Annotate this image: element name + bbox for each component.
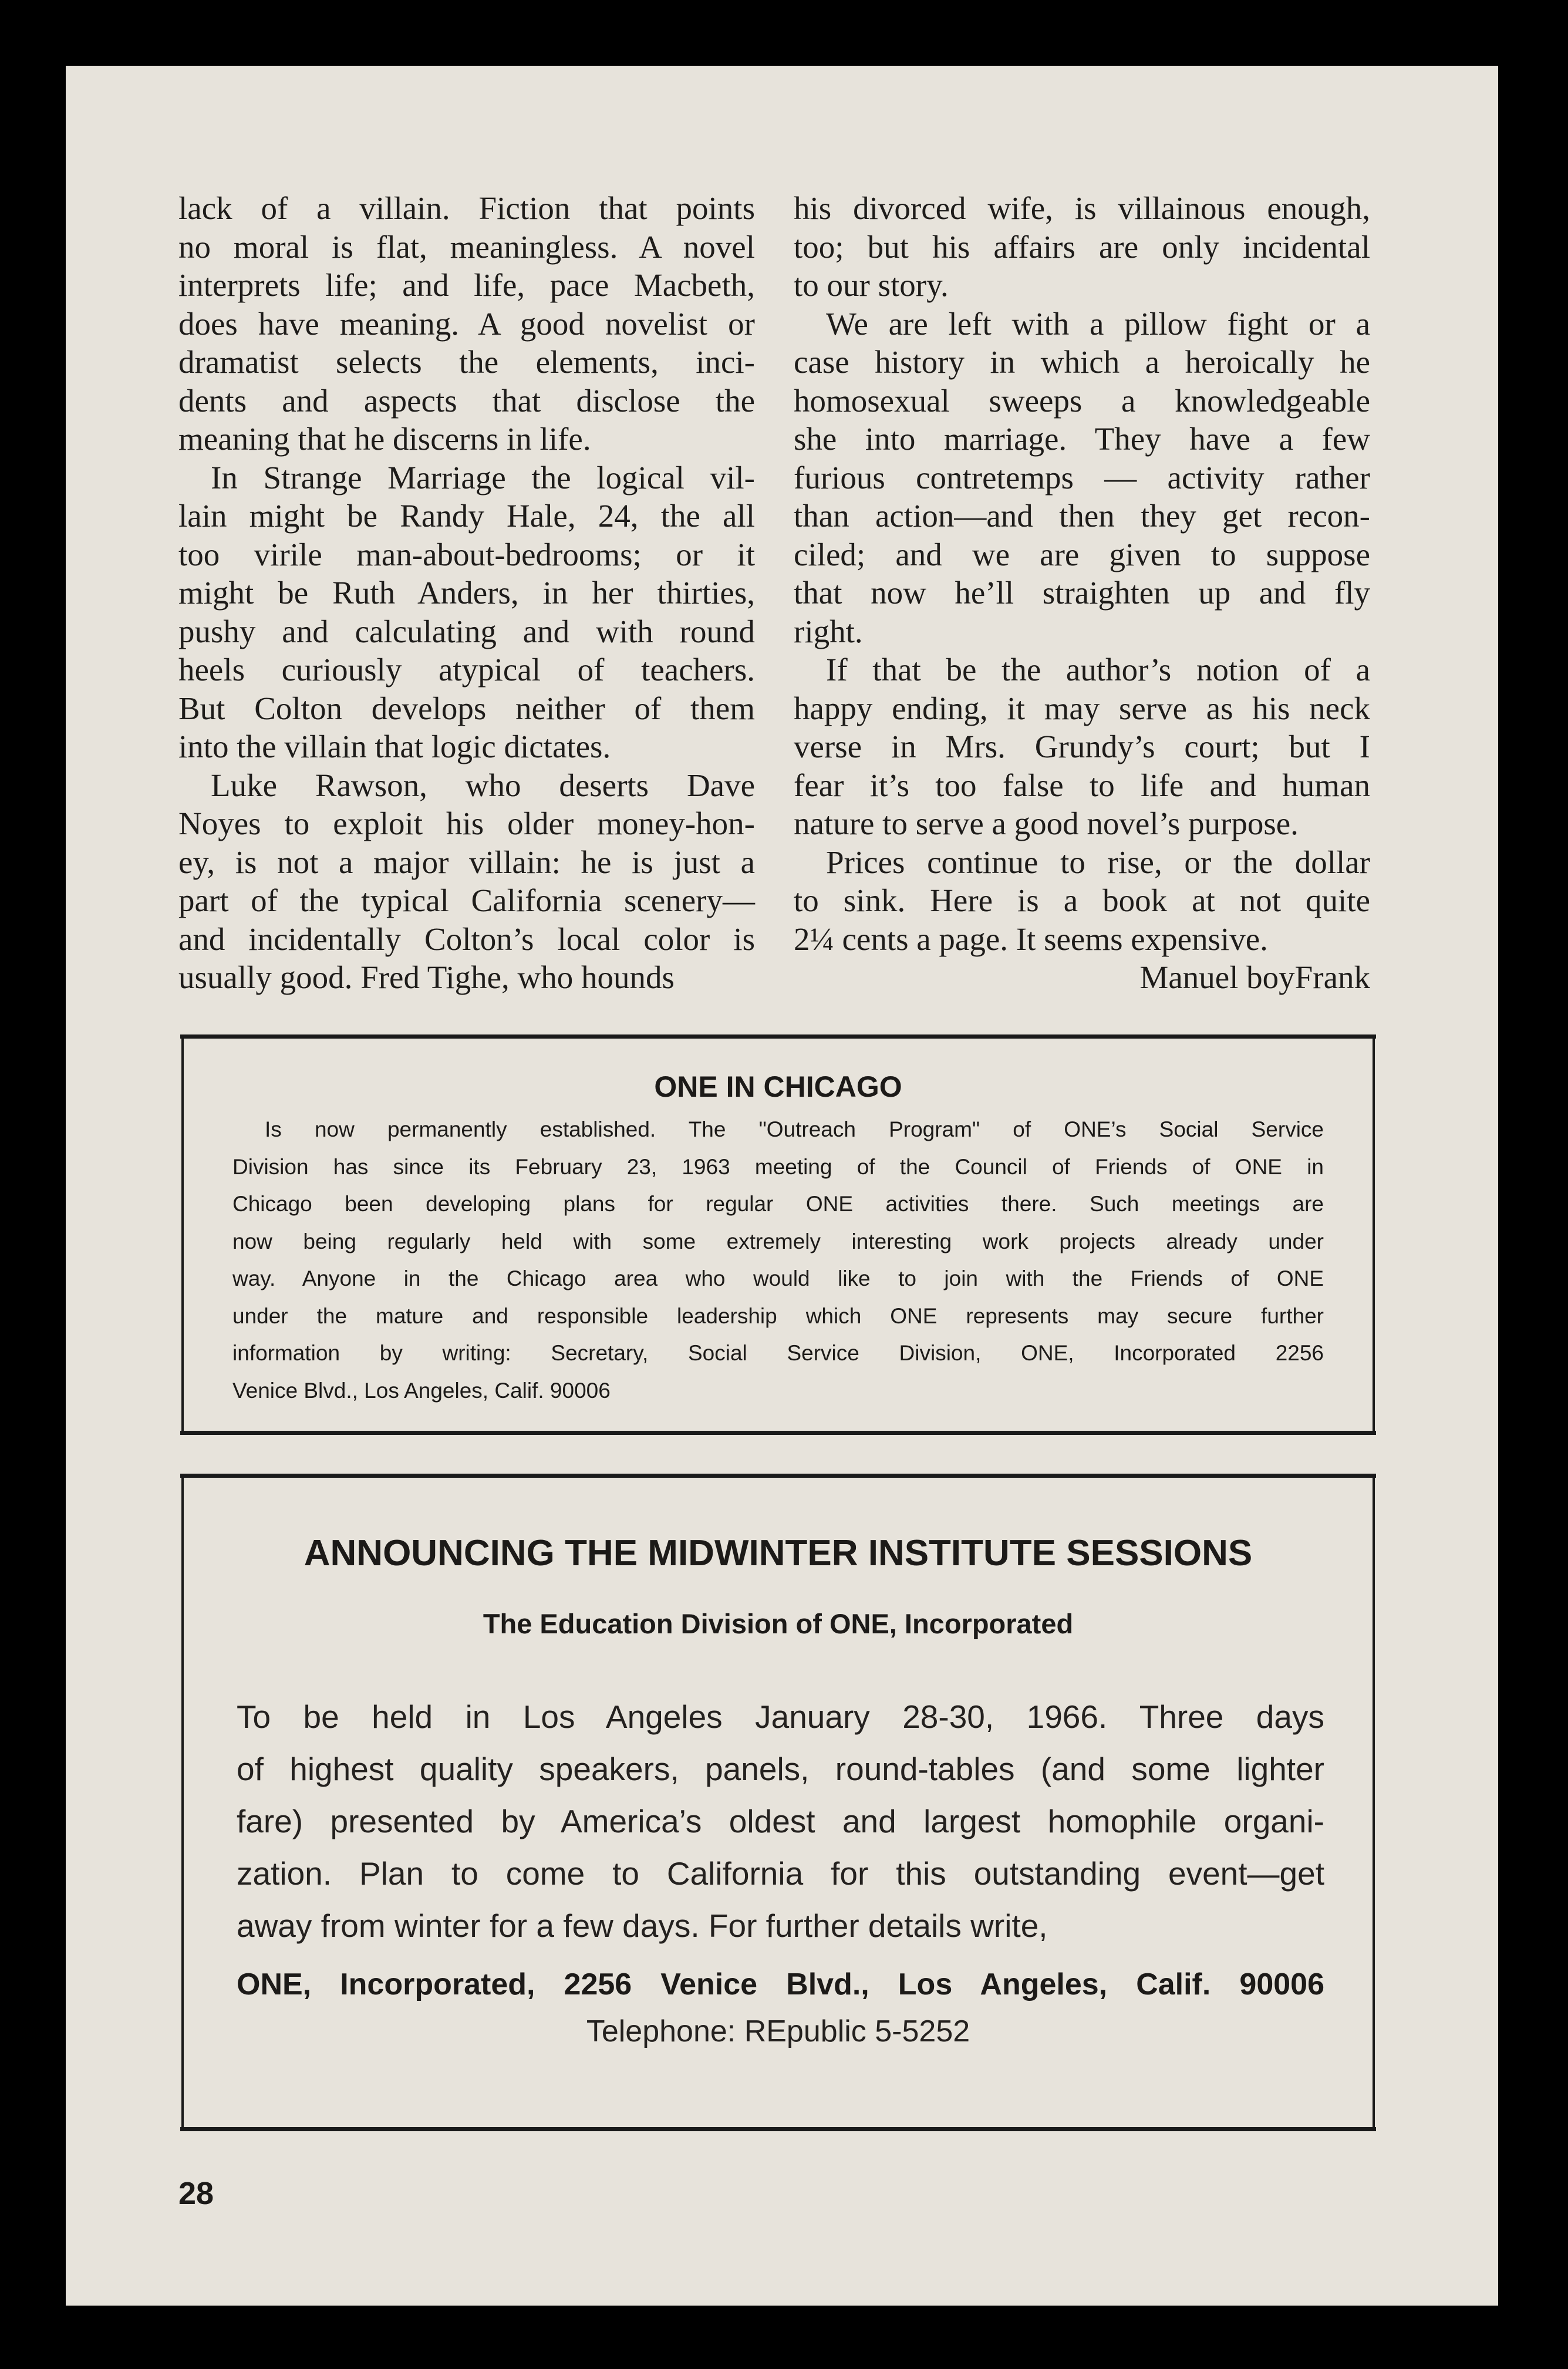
text-line: case history in which a heroically he	[794, 344, 1370, 380]
text-line: To be held in Los Angeles January 28-30, 1966. Three days	[237, 1699, 1324, 1735]
text-line: lain might be Randy Hale, 24, the all	[178, 498, 755, 534]
announcement-subtitle: The Education Division of ONE, Incorporated	[483, 1608, 1074, 1639]
notice-title: ONE IN CHICAGO	[654, 1070, 902, 1103]
text-line: under the mature and responsible leadership which ONE represents may secure further	[232, 1303, 1324, 1328]
text-line: dents and aspects that disclose the	[178, 382, 755, 419]
left-column	[178, 189, 755, 997]
announcement-title: ANNOUNCING THE MIDWINTER INSTITUTE SESSIONS	[304, 1533, 1253, 1573]
text-line: dramatist selects the elements, inci-	[178, 344, 755, 380]
text-line: Chicago been developing plans for regular ONE activities there. Such meetings are	[232, 1192, 1324, 1216]
text-line: might be Ruth Anders, in her thirties,	[178, 575, 755, 611]
text-line: than action—and then they get recon-	[794, 498, 1370, 534]
text-line: Luke Rawson, who deserts Dave	[211, 767, 755, 803]
text-line: right.	[794, 613, 863, 649]
text-line: furious contretemps — activity rather	[794, 459, 1370, 496]
text-line: that now he’ll straighten up and fly	[794, 575, 1370, 611]
text-line: to our story.	[794, 267, 949, 303]
text-line: 2¼ cents a page. It seems expensive.	[794, 921, 1268, 957]
text-line: Is now permanently established. The "Outreach Program" of ONE’s Social Service	[265, 1117, 1324, 1141]
text-line: interprets life; and life, pace Macbeth,	[178, 267, 755, 303]
text-line: Division has since its February 23, 1963 meeting of the Council of Friends of ONE in	[232, 1154, 1324, 1179]
text-line: nature to serve a good novel’s purpose.	[794, 806, 1299, 841]
text-line: heels curiously atypical of teachers.	[178, 652, 755, 688]
author-signature: Manuel boyFrank	[1139, 959, 1370, 995]
text-line: If that be the author’s notion of a	[826, 652, 1370, 688]
text-line: and incidentally Colton’s local color is	[178, 921, 755, 957]
text-line: into the villain that logic dictates.	[178, 729, 611, 764]
text-line: pushy and calculating and with round	[178, 613, 755, 649]
text-line: his divorced wife, is villainous enough,	[794, 190, 1370, 226]
text-line: information by writing: Secretary, Social Service Division, ONE, Incorporated 2256	[232, 1341, 1324, 1365]
text-line: does have meaning. A good novelist or	[178, 305, 755, 342]
text-line: too virile man-about-bedrooms; or it	[178, 536, 755, 572]
midwinter-institute-announcement	[181, 1474, 1375, 2131]
text-line: too; but his affairs are only incidental	[794, 228, 1370, 265]
text-line: zation. Plan to come to California for this outstanding event—get	[237, 1855, 1324, 1892]
notice-body	[232, 1111, 1324, 1409]
text-line: usually good. Fred Tighe, who hounds	[178, 959, 675, 995]
text-line: ciled; and we are given to suppose	[794, 536, 1370, 572]
text-line: fear it’s too false to life and human	[794, 767, 1370, 803]
text-line: no moral is flat, meaningless. A novel	[178, 228, 755, 265]
text-line: away from winter for a few days. For further details write,	[237, 1908, 1048, 1944]
one-in-chicago-notice	[181, 1034, 1375, 1435]
text-line: Venice Blvd., Los Angeles, Calif. 90006	[232, 1378, 611, 1403]
right-column	[794, 189, 1370, 997]
text-line: fare) presented by America’s oldest and largest homophile organi-	[237, 1803, 1324, 1839]
text-line: Noyes to exploit his older money-hon-	[178, 806, 755, 841]
announcement-body	[237, 1691, 1324, 1952]
text-line: to sink. Here is a book at not quite	[794, 882, 1370, 918]
text-line: way. Anyone in the Chicago area who would like to join with the Friends of ONE	[232, 1266, 1324, 1290]
text-line: part of the typical California scenery—	[178, 882, 755, 918]
text-line: happy ending, it may serve as his neck	[794, 690, 1370, 726]
text-line: of highest quality speakers, panels, round-tables (and some lighter	[237, 1751, 1324, 1787]
text-line: Prices continue to rise, or the dollar	[826, 844, 1370, 880]
text-line: lack of a villain. Fiction that points	[178, 190, 755, 226]
text-line: meaning that he discerns in life.	[178, 421, 591, 457]
text-line: verse in Mrs. Grundy’s court; but I	[794, 729, 1370, 764]
announcement-telephone: Telephone: REpublic 5-5252	[586, 2014, 970, 2048]
text-line: now being regularly held with some extremely interesting work projects already under	[232, 1229, 1324, 1253]
text-line: In Strange Marriage the logical vil-	[211, 459, 755, 496]
text-line: homosexual sweeps a knowledgeable	[794, 382, 1370, 419]
text-line: ey, is not a major villain: he is just a	[178, 844, 755, 880]
text-line: she into marriage. They have a few	[794, 421, 1370, 457]
page-number: 28	[178, 2176, 214, 2211]
text-line: We are left with a pillow fight or a	[826, 305, 1370, 342]
announcement-address: ONE, Incorporated, 2256 Venice Blvd., Los Angeles, Calif. 90006	[237, 1967, 1324, 2001]
text-line: But Colton develops neither of them	[178, 690, 755, 726]
